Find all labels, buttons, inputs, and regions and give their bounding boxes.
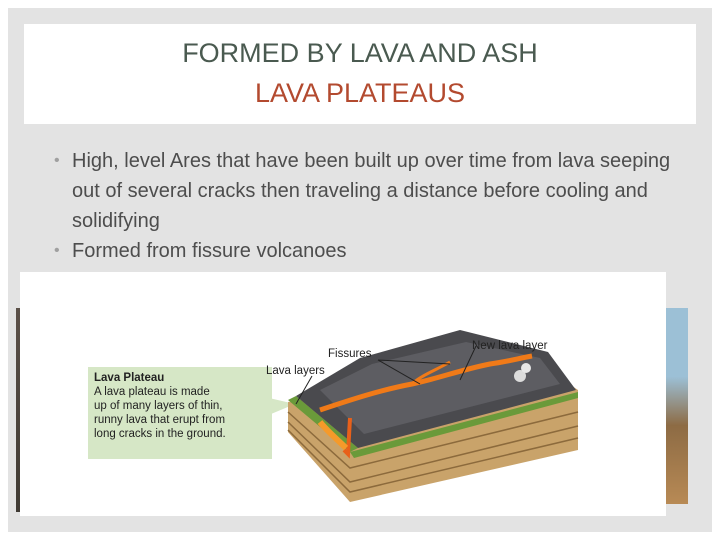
label-lava-layers: Lava layers [266,365,325,377]
bullet-item [54,146,674,236]
callout-line: A lava plateau is made [94,386,210,398]
bullet-text: High, level Ares that have been built up over time from lava seeping out of several cracks then traveling a distance before cooling and solidifying [72,150,671,232]
steam-puff [521,363,531,373]
callout-title: Lava Plateau [94,372,165,384]
bullet-dot-icon: • [54,242,60,259]
slide-title: FORMED BY LAVA AND ASH [182,38,538,68]
label-new-lava-layer: New lava layer [472,340,548,352]
bullet-item [54,236,674,266]
callout-line: long cracks in the ground. [94,428,226,440]
callout-box [88,367,272,459]
bullet-list [54,146,674,266]
label-fissures: Fissures [328,348,372,360]
slide-subtitle: LAVA PLATEAUS [254,78,466,108]
callout-line: runny lava that erupt from [94,414,226,426]
callout-line: up of many layers of thin, [94,400,223,412]
bullet-dot-icon: • [54,152,60,169]
background-photo-right [666,308,688,504]
bullet-text: Formed from fissure volcanoes [72,240,347,262]
lava-plateau-diagram [20,272,666,516]
